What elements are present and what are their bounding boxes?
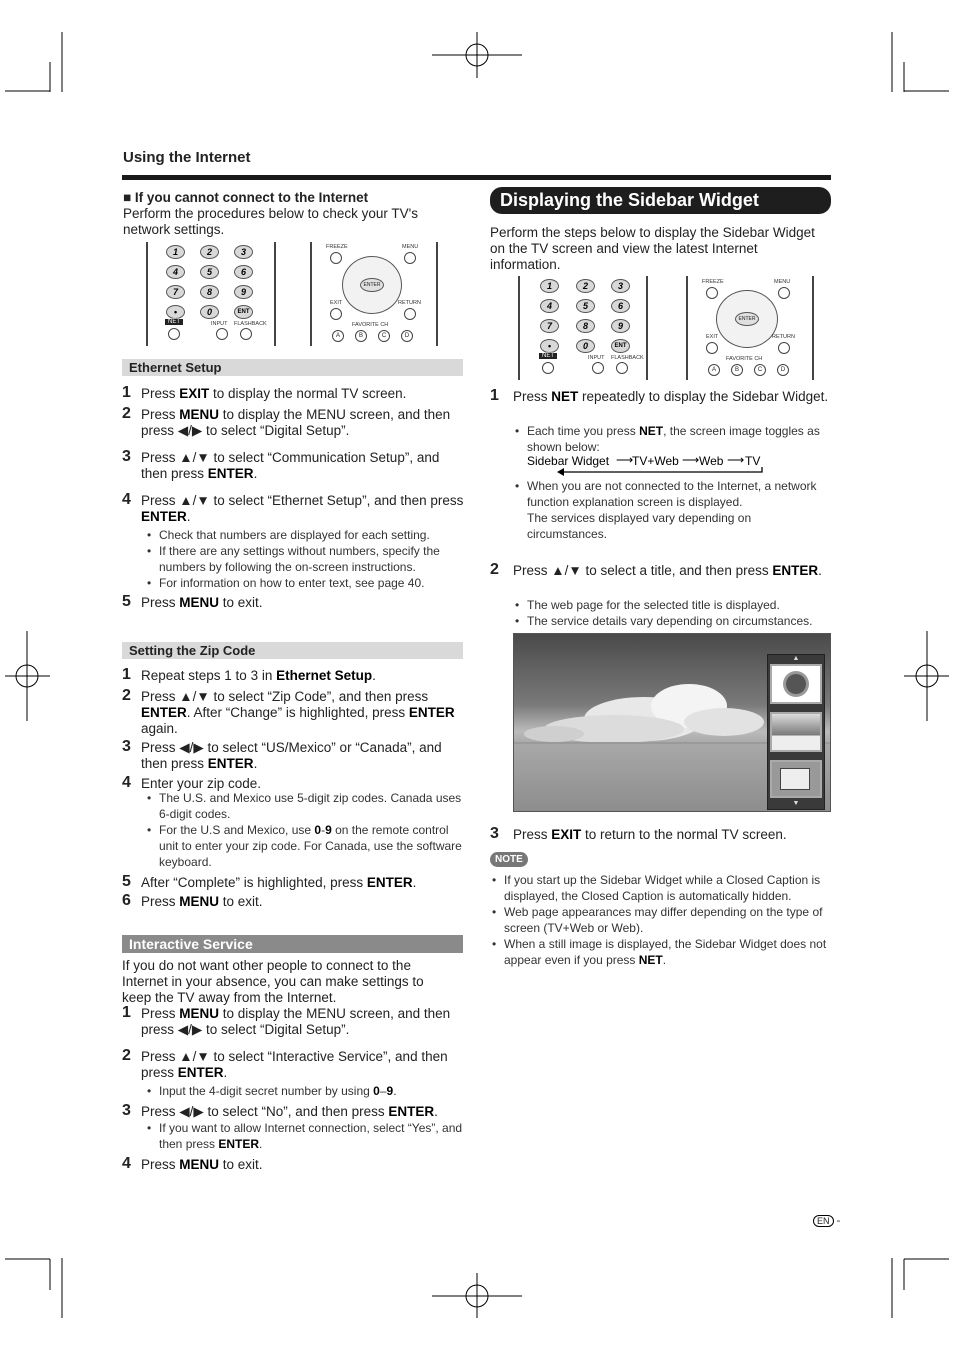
zip-bullet-1: • The U.S. and Mexico use 5-digit zip codes. Canada uses 6-digit codes. (159, 790, 464, 822)
zip-step-5-text: After “Complete” is highlighted, press ENTER. (141, 875, 417, 890)
sw-bullet-2: • When you are not connected to the Internet, a network function explanation screen is displayed. The services displayed vary depending on circumstances. (527, 478, 832, 542)
input-key (216, 328, 228, 340)
weather-widget-icon (770, 664, 822, 704)
r-digit-6: 6 (611, 299, 630, 313)
menu-label: MENU (402, 244, 419, 250)
digit-8: 8 (200, 285, 219, 299)
sw-step-3-text: Press EXIT to return to the normal TV screen. (513, 827, 787, 842)
flashback-label: FLASHBACK (234, 321, 267, 327)
zip-step-6-text: Press MENU to exit. (141, 894, 263, 909)
eth-step-5: 5 Press MENU to exit. (122, 595, 467, 611)
zip-step-5: 5 After “Complete” is highlighted, press ENTER. (122, 875, 467, 891)
eth-step-4-text: Press ▲/▼ to select “Ethernet Setup”, and then press ENTER. (141, 493, 464, 524)
eth-bullet-2: • If there are any settings without numbers, specify the numbers by following the on-screen instructions. (159, 543, 464, 575)
r-return-key (778, 342, 790, 354)
int-step-4-text: Press MENU to exit. (141, 1157, 263, 1172)
sw-step-1: 1 Press NET repeatedly to display the Sidebar Widget. (490, 387, 829, 404)
eth-step-2-text: Press MENU to display the MENU screen, and then press ◀/▶ to select “Digital Setup”. (141, 407, 451, 438)
zip-step-6: 6 Press MENU to exit. (122, 894, 467, 910)
r-exit-key (706, 342, 718, 354)
net-key-label: NET (165, 319, 183, 325)
eth-step-1: 1 Press EXIT to display the normal TV screen. (122, 386, 467, 402)
page-number-dash: - (836, 1215, 841, 1227)
sw-bullet-3: • The web page for the selected title is displayed. (527, 597, 832, 613)
eth-step-3-text: Press ▲/▼ to select “Communication Setup”, and then press ENTER. (141, 450, 440, 481)
zip-step-4-text: Enter your zip code. (141, 776, 262, 791)
digit-0: 0 (200, 305, 219, 319)
int-step-4: 4 Press MENU to exit. (122, 1157, 467, 1173)
digit-9: 9 (234, 285, 253, 299)
zip-step-3: 3 Press ◀/▶ to select “US/Mexico” or “Canada”, and then press ENTER. (122, 740, 467, 772)
int-step-1-text: Press MENU to display the MENU screen, and then press ◀/▶ to select “Digital Setup”. (141, 1006, 451, 1037)
favorite-label: FAVORITE CH (352, 322, 389, 328)
zip-step-1-text: Repeat steps 1 to 3 in Ethernet Setup. (141, 668, 376, 683)
note-1: • If you start up the Sidebar Widget while a Closed Caption is displayed, the Closed Caption is automatically hidden. (504, 872, 829, 904)
toggle-cycle-diagram (527, 454, 827, 476)
zip-step-3-text: Press ◀/▶ to select “US/Mexico” or “Canada”, and then press ENTER. (141, 740, 442, 771)
r-fav-c-key: C (754, 364, 766, 376)
zip-step-4: 4 Enter your zip code. (122, 776, 467, 792)
r-digit-1: 1 (540, 279, 559, 293)
r-menu-key (778, 287, 790, 299)
cycle-tv: TV (745, 454, 761, 468)
interactive-intro: If you do not want other people to connect to the Internet in your absence, you can make settings to keep the TV away from the Internet. (122, 958, 424, 1005)
zip-bullet-2: • For the U.S and Mexico, use 0-9 on the remote control unit to enter your zip code. For Canada, use the software keyboard. (159, 822, 464, 870)
r-flashback-key (616, 362, 628, 374)
chevron-up-icon: ▲ (792, 655, 800, 662)
digit-7: 7 (166, 285, 185, 299)
interactive-service-heading: Interactive Service (122, 935, 463, 953)
sw-step-3: 3 Press EXIT to return to the normal TV screen. (490, 827, 830, 843)
r-input-key (592, 362, 604, 374)
sw-step-2: 2 Press ▲/▼ to select a title, and then press ENTER. (490, 563, 830, 579)
eth-bullet-3: • For information on how to enter text, see page 40. (159, 575, 464, 591)
sw-bullet-4: • The service details vary depending on circumstances. (527, 613, 832, 629)
return-label: RETURN (398, 300, 421, 306)
sidebar-widget-panel (767, 654, 825, 810)
chevron-down-icon: ▼ (792, 800, 800, 807)
zip-code-heading: Setting the Zip Code (122, 642, 463, 659)
r-digit-4: 4 (540, 299, 559, 313)
sw-step-1-text: Press NET repeatedly to display the Sidebar Widget. (513, 389, 829, 404)
r-digit-2: 2 (576, 279, 595, 293)
exit-key (330, 308, 342, 320)
fav-c-key: C (378, 330, 390, 342)
r-net-key (542, 362, 554, 374)
return-key (404, 308, 416, 320)
r-dot-key: • (540, 339, 559, 353)
digit-3: 3 (234, 245, 253, 259)
cycle-sidebar-widget: Sidebar Widget (527, 454, 610, 468)
sw-step-2-text: Press ▲/▼ to select a title, and then press ENTER. (513, 563, 822, 578)
eth-step-4: 4 Press ▲/▼ to select “Ethernet Setup”, and then press ENTER. (122, 493, 467, 525)
menu-key (404, 252, 416, 264)
input-label: INPUT (211, 321, 228, 327)
r-exit-label: EXIT (706, 334, 719, 340)
remote-illustration-left (146, 242, 276, 346)
r-digit-5: 5 (576, 299, 595, 313)
int-step-1: 1 Press MENU to display the MENU screen, and then press ◀/▶ to select “Digital Setup”. (122, 1006, 467, 1038)
fav-a-key: A (332, 330, 344, 342)
int-bullet-2: • If you want to allow Internet connection, select “Yes”, and then press ENTER. (159, 1120, 464, 1152)
flashback-key (240, 328, 252, 340)
int-bullet-1: • Input the 4-digit secret number by using 0–9. (159, 1083, 464, 1099)
ent-key: ENT (234, 305, 253, 319)
r-digit-7: 7 (540, 319, 559, 333)
dot-key: • (166, 305, 185, 319)
digit-2: 2 (200, 245, 219, 259)
eth-step-3: 3 Press ▲/▼ to select “Communication Setup”, and then press ENTER. (122, 450, 467, 482)
enter-key: ENTER (360, 278, 384, 292)
zip-step-2: 2 Press ▲/▼ to select “Zip Code”, and then press ENTER. After “Change” is highlighted, press ENTER again. (122, 689, 467, 737)
r-menu-label: MENU (774, 279, 791, 285)
net-key (168, 328, 180, 340)
digit-6: 6 (234, 265, 253, 279)
fav-b-key: B (355, 330, 367, 342)
r-digit-8: 8 (576, 319, 595, 333)
r-freeze-label: FREEZE (702, 279, 724, 285)
ethernet-setup-heading: Ethernet Setup (122, 359, 463, 376)
int-step-3: 3 Press ◀/▶ to select “No”, and then press ENTER. (122, 1104, 467, 1120)
square-bullet-icon: ■ (123, 190, 135, 205)
freeze-key (330, 252, 342, 264)
remote-illustration-right (518, 276, 648, 380)
r-digit-3: 3 (611, 279, 630, 293)
eth-step-2: 2 Press MENU to display the MENU screen, and then press ◀/▶ to select “Digital Setup”. (122, 407, 467, 439)
language-badge: EN (813, 1215, 834, 1227)
r-return-label: RETURN (772, 334, 795, 340)
digit-1: 1 (166, 245, 185, 259)
r-favorite-label: FAVORITE CH (726, 356, 763, 362)
tv-screen-image (513, 633, 831, 812)
section-title: Using the Internet (123, 149, 251, 166)
cannot-connect-title: If you cannot connect to the Internet (134, 190, 369, 205)
return-arrow-icon (557, 467, 767, 477)
sidebar-intro: Perform the steps below to display the Sidebar Widget on the TV screen and view the latest Internet information. (490, 225, 815, 272)
int-step-2-text: Press ▲/▼ to select “Interactive Service”, and then press ENTER. (141, 1049, 448, 1080)
fav-d-key: D (401, 330, 413, 342)
note-3: • When a still image is displayed, the Sidebar Widget does not appear even if you press NET. (504, 936, 829, 968)
r-fav-a-key: A (708, 364, 720, 376)
cycle-web: Web (699, 454, 724, 468)
cannot-connect-block (123, 190, 443, 238)
digit-4: 4 (166, 265, 185, 279)
cycle-tv-web: TV+Web (632, 454, 679, 468)
int-step-3-text: Press ◀/▶ to select “No”, and then press ENTER. (141, 1104, 438, 1119)
arrow-right-icon: ⟶ (727, 453, 745, 467)
r-digit-0: 0 (576, 339, 595, 353)
r-freeze-key (706, 287, 718, 299)
r-enter-key: ENTER (735, 312, 759, 326)
exit-label: EXIT (330, 300, 343, 306)
zip-step-2-text: Press ▲/▼ to select “Zip Code”, and then press ENTER. After “Change” is highlighted, press ENTER again. (141, 689, 455, 736)
note-2: • Web page appearances may differ depending on the type of screen (TV+Web or Web). (504, 904, 829, 936)
arrow-right-icon: ⟶ (616, 453, 634, 467)
zip-step-1: 1 Repeat steps 1 to 3 in Ethernet Setup. (122, 668, 467, 684)
page-footer (813, 1215, 840, 1227)
eth-step-5-text: Press MENU to exit. (141, 595, 263, 610)
chart-widget-icon (770, 712, 822, 752)
r-flashback-label: FLASHBACK (611, 355, 644, 361)
digit-5: 5 (200, 265, 219, 279)
r-input-label: INPUT (588, 355, 605, 361)
remote-illustration-right-2 (686, 276, 816, 380)
r-ent-key: ENT (611, 339, 630, 353)
remote-illustration-left-2 (310, 242, 440, 346)
sw-bullet-1: • Each time you press NET, the screen image toggles as shown below: (527, 423, 832, 455)
r-fav-b-key: B (731, 364, 743, 376)
cannot-connect-body: Perform the procedures below to check your TV's network settings. (123, 206, 418, 237)
r-net-key-label: NET (539, 353, 557, 359)
note-badge: NOTE (490, 852, 528, 867)
arrow-right-icon: ⟶ (682, 453, 700, 467)
sidebar-widget-title: Displaying the Sidebar Widget (490, 187, 831, 214)
photo-widget-icon (770, 760, 822, 798)
eth-step-1-text: Press EXIT to display the normal TV screen. (141, 386, 407, 401)
r-digit-9: 9 (611, 319, 630, 333)
int-step-2: 2 Press ▲/▼ to select “Interactive Service”, and then press ENTER. (122, 1049, 467, 1081)
r-fav-d-key: D (777, 364, 789, 376)
freeze-label: FREEZE (326, 244, 348, 250)
eth-bullet-1: • Check that numbers are displayed for each setting. (159, 527, 464, 543)
header-rule (122, 175, 831, 180)
